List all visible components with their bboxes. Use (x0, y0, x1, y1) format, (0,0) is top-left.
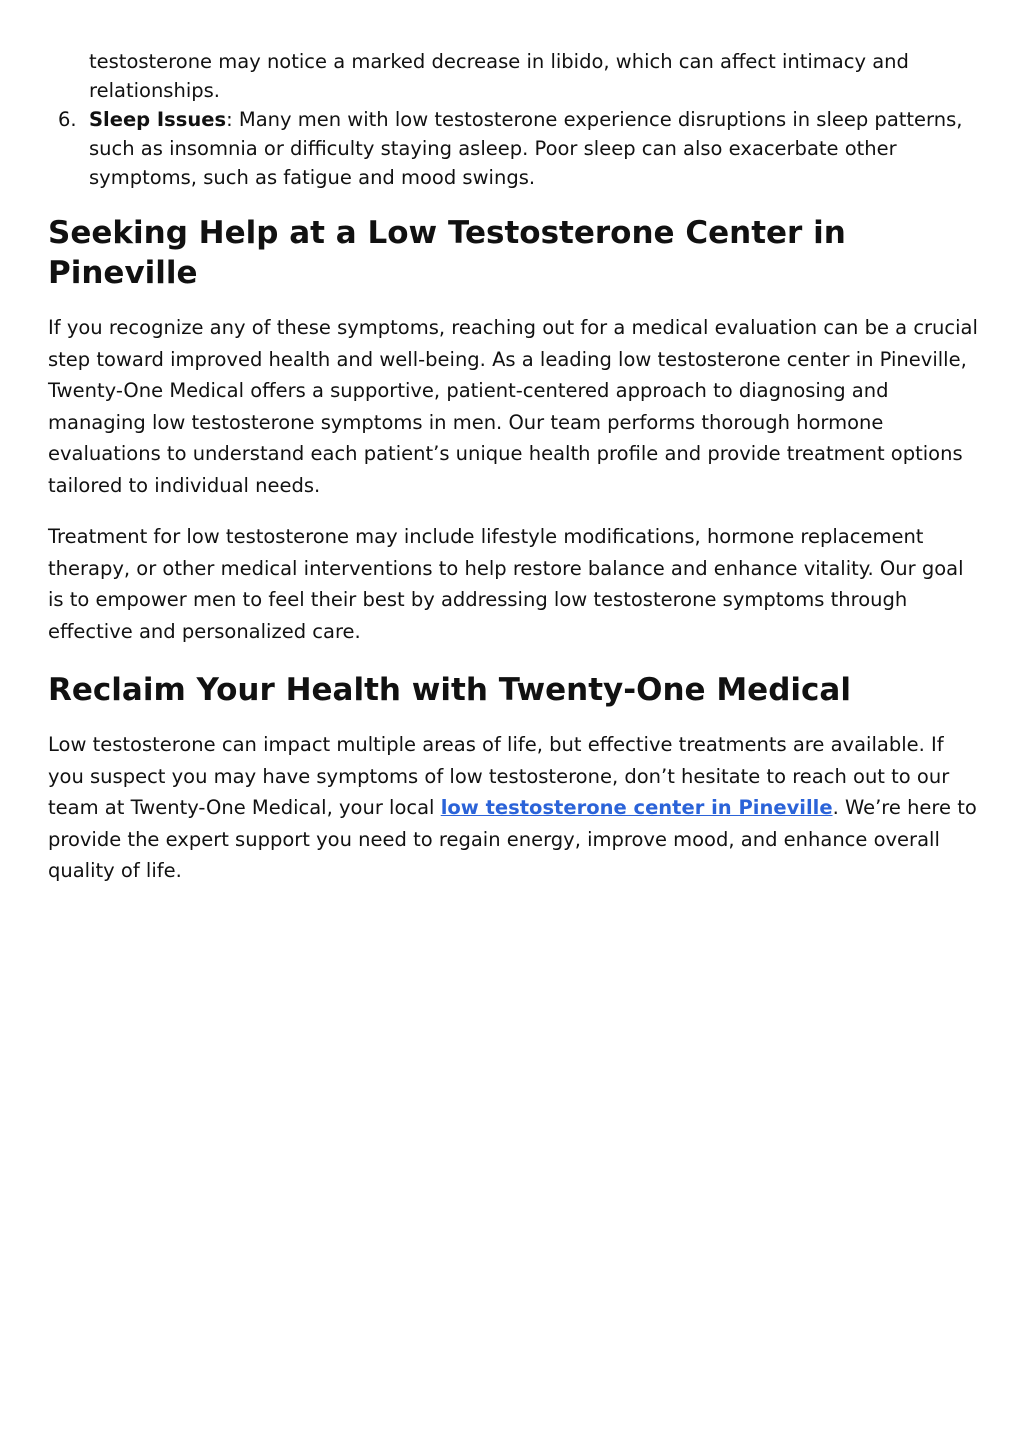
symptom-list (48, 47, 978, 192)
list-item-continuation (48, 47, 978, 105)
paragraph-reclaim-text-before: Low testosterone can impact multiple areas of life, but effective treatments are available. If you suspect you may have symptoms of low testosterone, don’t hesitate to reach out to our team at Twenty-One Medical, your local (48, 733, 950, 819)
list-item-title: Sleep Issues (89, 108, 227, 131)
paragraph-reclaim-text-after: . We’re here to provide the expert support you need to regain energy, improve mood, and enhance overall quality of life. (48, 796, 977, 882)
section-heading-seeking-help: Seeking Help at a Low Testosterone Center in Pineville (48, 215, 846, 291)
document-page (48, 47, 978, 887)
paragraph-seeking-help-1: If you recognize any of these symptoms, reaching out for a medical evaluation can be a crucial step toward improved health and well-being. As a leading low testosterone center in Pineville, Twenty-One Medical offers a supportive, patient-centered approach to diagnosing and managing low testosterone symptoms in men. Our team performs thorough hormone evaluations to understand each patient’s unique health profile and provide treatment options tailored to individual needs. (48, 316, 978, 497)
list-item-sleep-issues (48, 105, 978, 192)
list-item-continuation-text: testosterone may notice a marked decrease in libido, which can affect intimacy and relationships. (89, 50, 909, 102)
section-heading-reclaim-health: Reclaim Your Health with Twenty-One Medical (48, 672, 851, 708)
paragraph-reclaim-health (48, 729, 978, 887)
list-item-number: 6. (58, 108, 77, 131)
low-testosterone-center-link[interactable]: low testosterone center in Pineville (440, 796, 833, 819)
paragraph-seeking-help-2: Treatment for low testosterone may include lifestyle modifications, hormone replacement therapy, or other medical interventions to help restore balance and enhance vitality. Our goal is to empower men to feel their best by addressing low testosterone symptoms through effective and personalized care. (48, 525, 964, 643)
list-item-text: : Many men with low testosterone experience disruptions in sleep patterns, such as insomnia or difficulty staying asleep. Poor sleep can also exacerbate other symptoms, such as fatigue and mood swings. (89, 108, 963, 189)
